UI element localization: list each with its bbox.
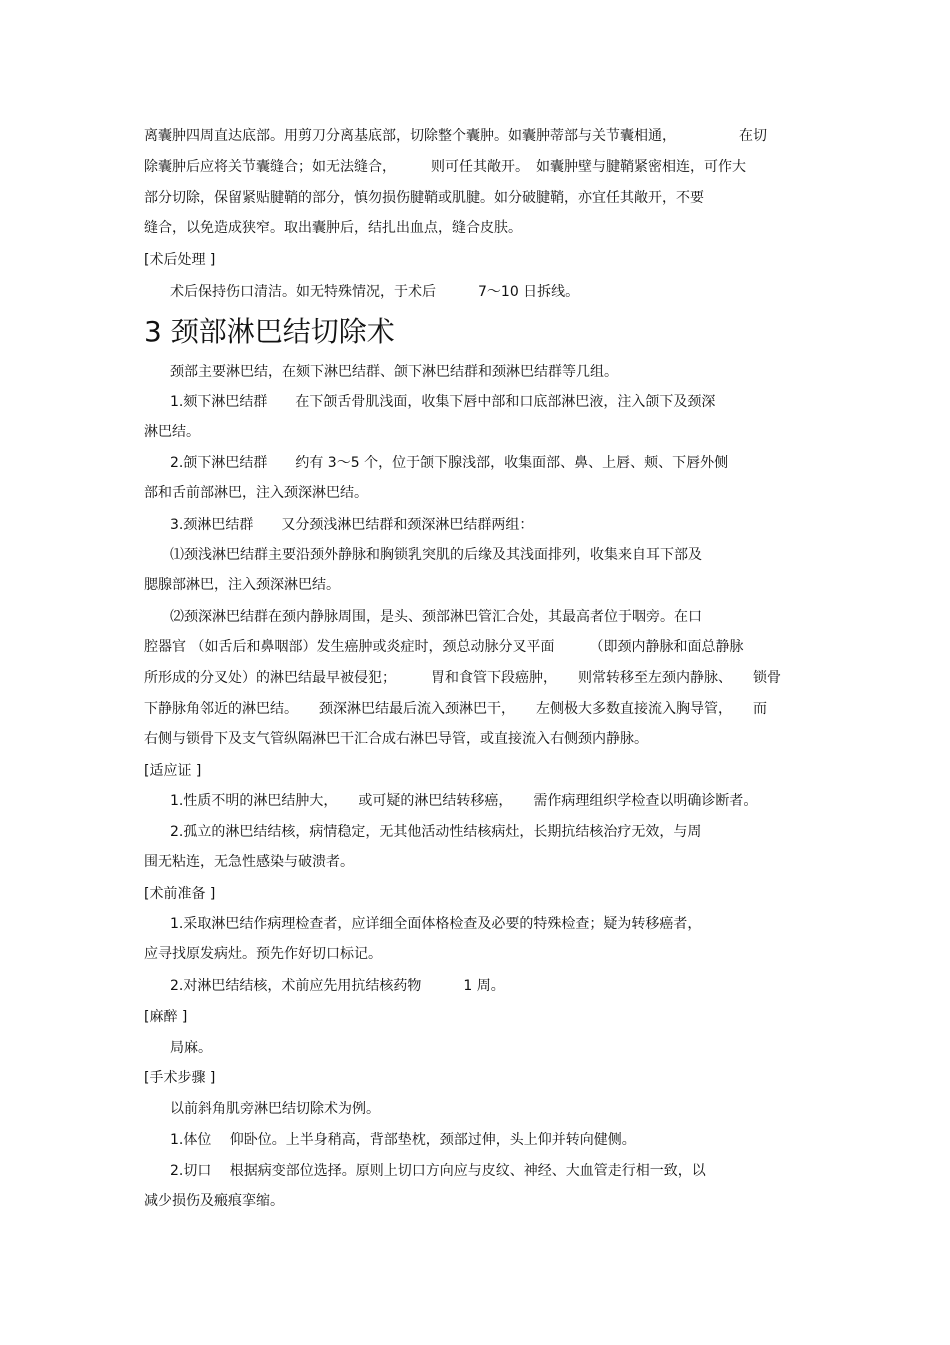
text-line: 腮腺部淋巴，注入颈深淋巴结。 [144, 577, 340, 593]
section-label-steps: [手术步骤 ] [144, 1070, 216, 1086]
text-line: 缝合，以免造成狭窄。取出囊肿后，结扎出血点，缝合皮肤。 [144, 220, 522, 236]
section-label-anesthesia: [麻醉 ] [144, 1009, 188, 1025]
text-line: 以前斜角肌旁淋巴结切除术为例。 [170, 1101, 380, 1117]
text-line: 3.颈淋巴结群 又分颈浅淋巴结群和颈深淋巴结群两组： [170, 517, 534, 533]
text-line: 离囊肿四周直达底部。用剪刀分离基底部，切除整个囊肿。如囊肿蒂部与关节囊相通， 在切 [144, 128, 767, 144]
text-line: ⑴颈浅淋巴结群主要沿颈外静脉和胸锁乳突肌的后缘及其浅面排列，收集来自耳下部及 [170, 547, 702, 563]
text-line: 应寻找原发病灶。预先作好切口标记。 [144, 946, 382, 962]
text-line: 部分切除，保留紧贴腱鞘的部分，慎勿损伤腱鞘或肌腱。如分破腱鞘，亦宜任其敞开，不要 [144, 190, 704, 206]
text-line: 局麻。 [170, 1040, 212, 1056]
text-line: 1.性质不明的淋巴结肿大， 或可疑的淋巴结转移癌， 需作病理组织学检查以明确诊断者。 [170, 793, 758, 809]
text-line: 右侧与锁骨下及支气管纵隔淋巴干汇合成右淋巴导管，或直接流入右侧颈内静脉。 [144, 731, 648, 747]
text-line: 部和舌前部淋巴，注入颈深淋巴结。 [144, 485, 368, 501]
text-line: 2.孤立的淋巴结结核，病情稳定，无其他活动性结核病灶，长期抗结核治疗无效，与周 [170, 824, 702, 840]
text-line: 2.对淋巴结结核，术前应先用抗结核药物 1 周。 [170, 978, 505, 994]
text-line: 下静脉角邻近的淋巴结。 颈深淋巴结最后流入颈淋巴干， 左侧极大多数直接流入胸导管， 而 [144, 701, 767, 717]
text-line: ⑵颈深淋巴结群在颈内静脉周围，是头、颈部淋巴管汇合处，其最高者位于咽旁。在口 [170, 609, 702, 625]
text-line: 2.切口 根据病变部位选择。原则上切口方向应与皮纹、神经、大血管走行相一致，以 [170, 1163, 706, 1179]
section-label-preop: [术前准备 ] [144, 886, 216, 902]
text-line: 腔器官 （如舌后和鼻咽部）发生癌肿或炎症时，颈总动脉分叉平面 （即颈内静脉和面总静脉 [144, 639, 744, 655]
text-line: 淋巴结。 [144, 424, 200, 440]
section-label-indications: [适应证 ] [144, 763, 202, 779]
text-line: 1.颏下淋巴结群 在下颌舌骨肌浅面，收集下唇中部和口底部淋巴液，注入颌下及颈深 [170, 394, 716, 410]
text-line: 所形成的分叉处）的淋巴结最早被侵犯； 胃和食管下段癌肿， 则常转移至左颈内静脉、 锁骨 [144, 670, 781, 686]
text-line: 2.颌下淋巴结群 约有 3～5 个，位于颌下腺浅部，收集面部、鼻、上唇、颊、下唇外侧 [170, 455, 729, 471]
text-line: 减少损伤及瘢痕挛缩。 [144, 1193, 284, 1209]
section-label-postop: [术后处理 ] [144, 252, 216, 268]
text-line: 围无粘连，无急性感染与破溃者。 [144, 854, 354, 870]
section-heading: 3 颈部淋巴结切除术 [144, 315, 395, 348]
text-line: 颈部主要淋巴结，在颏下淋巴结群、颌下淋巴结群和颈淋巴结群等几组。 [170, 364, 618, 380]
text-line: 术后保持伤口清洁。如无特殊情况，于术后 7～10 日拆线。 [170, 284, 580, 300]
text-line: 1.采取淋巴结作病理检查者，应详细全面体格检查及必要的特殊检查；疑为转移癌者， [170, 916, 702, 932]
text-line: 除囊肿后应将关节囊缝合；如无法缝合， 则可任其敞开。 如囊肿壁与腱鞘紧密相连，可作大 [144, 159, 746, 175]
text-line: 1.体位 仰卧位。上半身稍高，背部垫枕，颈部过伸，头上仰并转向健侧。 [170, 1132, 636, 1148]
